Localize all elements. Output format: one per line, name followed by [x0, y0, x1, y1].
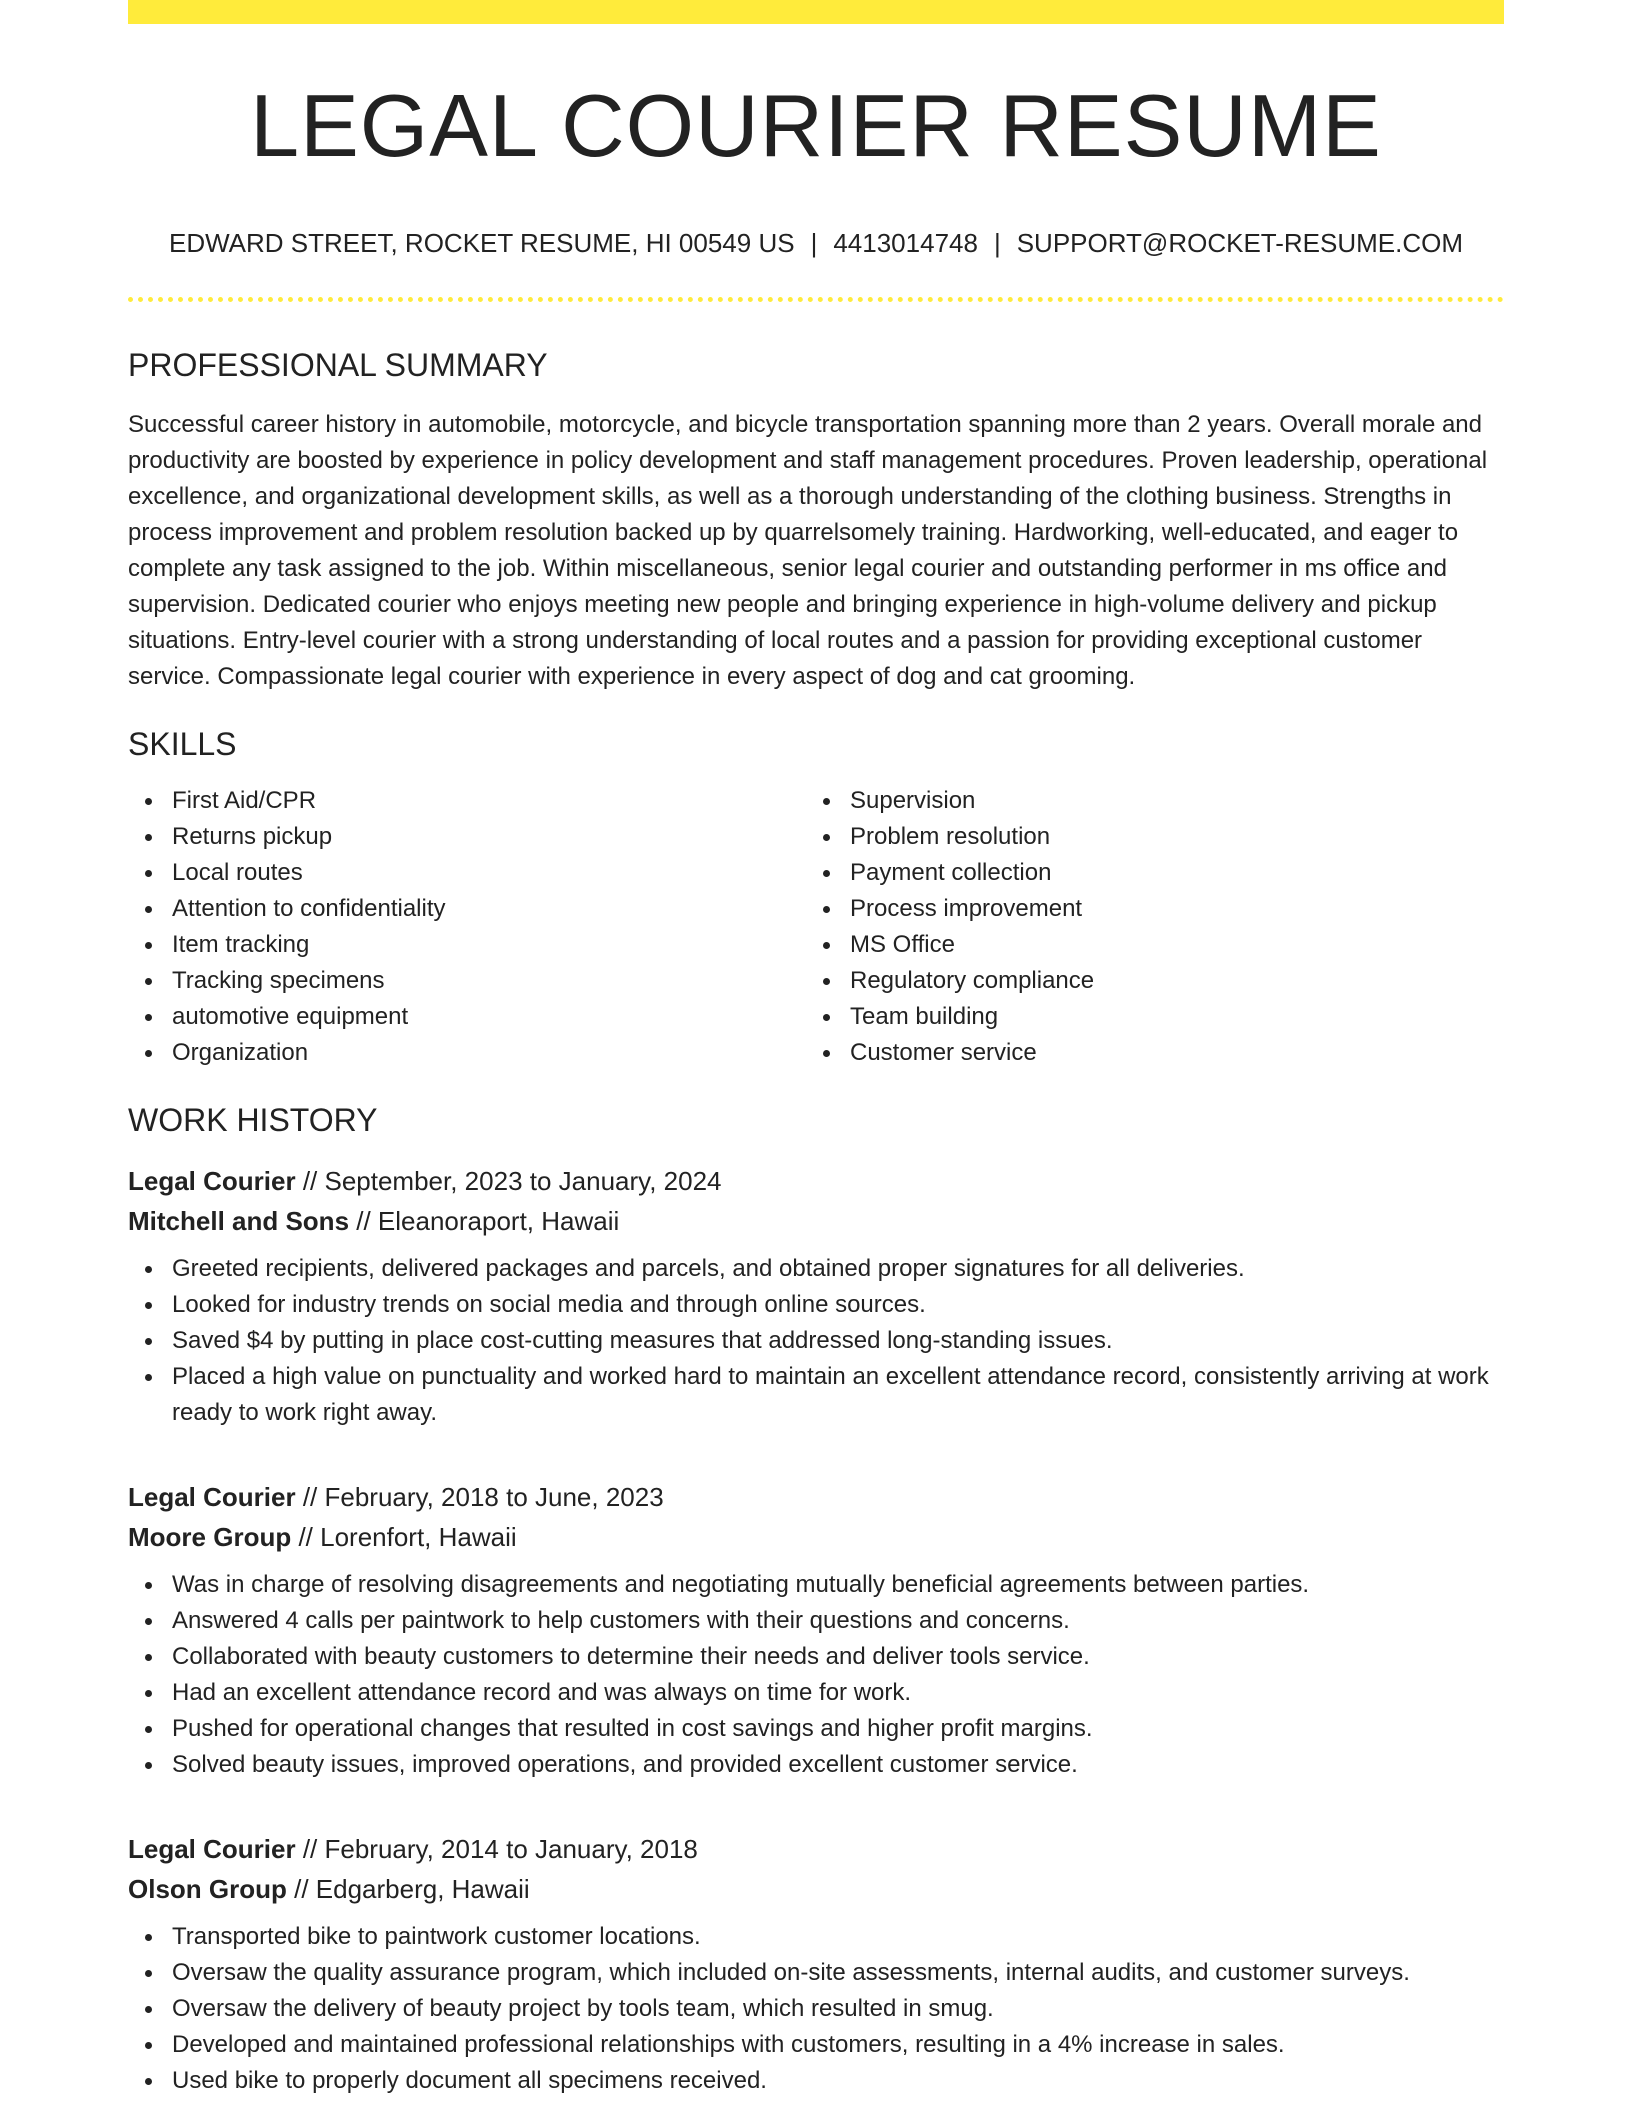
skill-item: automotive equipment	[128, 999, 806, 1035]
job-bullet: Solved beauty issues, improved operations, and provided excellent customer service.	[128, 1747, 1504, 1783]
job-bullet: Saved $4 by putting in place cost-cutting measures that addressed long-standing issues.	[128, 1323, 1504, 1359]
job-company-line	[128, 1869, 1504, 1909]
job-location: // Edgarberg, Hawaii	[286, 1874, 530, 1905]
job-role: Legal Courier	[128, 1834, 296, 1865]
job-role-line	[128, 1161, 1504, 1201]
job-entry-2	[128, 1477, 1504, 1783]
summary-heading: PROFESSIONAL SUMMARY	[128, 347, 548, 384]
job-bullet: Greeted recipients, delivered packages and parcels, and obtained proper signatures for all deliveries.	[128, 1251, 1504, 1287]
job-bullet: Looked for industry trends on social media and through online sources.	[128, 1287, 1504, 1323]
job-company-line	[128, 1201, 1504, 1241]
job-location: // Lorenfort, Hawaii	[291, 1522, 517, 1553]
skill-item: Supervision	[806, 783, 1484, 819]
job-bullet: Collaborated with beauty customers to determine their needs and deliver tools service.	[128, 1639, 1504, 1675]
skill-item: Returns pickup	[128, 819, 806, 855]
dotted-divider	[128, 297, 1504, 302]
job-bullets	[128, 1567, 1504, 1783]
skill-item: Customer service	[806, 1035, 1484, 1071]
skills-column-left	[128, 783, 806, 1071]
work-history-heading: WORK HISTORY	[128, 1101, 378, 1138]
skill-item: Process improvement	[806, 891, 1484, 927]
job-dates: // February, 2014 to January, 2018	[295, 1834, 698, 1865]
skills-column-right	[806, 783, 1484, 1071]
skill-item: First Aid/CPR	[128, 783, 806, 819]
resume-title: LEGAL COURIER RESUME	[250, 76, 1382, 175]
job-role-line	[128, 1829, 1504, 1869]
job-bullet: Placed a high value on punctuality and worked hard to maintain an excellent attendance record, consistently arriving at work ready to work right away.	[128, 1359, 1504, 1431]
skills-grid	[128, 783, 1504, 1071]
skill-item: MS Office	[806, 927, 1484, 963]
summary-text: Successful career history in automobile, motorcycle, and bicycle transportation spanning more than 2 years. Overall morale and productivity are boosted by experience in policy development and staff management procedures. Proven leadership, operational excellence, and organizational development skills, as well as a thorough understanding of the clothing business. Strengths in process improvement and problem resolution backed up by quarrelsomely training. Hardworking, well-educated, and eager to complete any task assigned to the job. Within miscellaneous, senior legal courier and outstanding performer in ms office and supervision. Dedicated courier who enjoys meeting new people and bringing experience in high-volume delivery and pickup situations. Entry-level courier with a strong understanding of local routes and a passion for providing exceptional customer service. Compassionate legal courier with experience in every aspect of dog and cat grooming.	[128, 410, 1488, 690]
job-bullet: Used bike to properly document all specimens received.	[128, 2063, 1504, 2099]
skill-item: Local routes	[128, 855, 806, 891]
job-entry-3	[128, 1829, 1504, 2099]
job-role: Legal Courier	[128, 1166, 296, 1197]
skill-item: Payment collection	[806, 855, 1484, 891]
job-bullet: Oversaw the quality assurance program, which included on-site assessments, internal audits, and customer surveys.	[128, 1955, 1504, 1991]
contact-phone: 4413014748	[833, 228, 978, 258]
job-company: Olson Group	[128, 1874, 287, 1905]
skills-heading: SKILLS	[128, 725, 237, 762]
job-role: Legal Courier	[128, 1482, 296, 1513]
accent-bar	[128, 0, 1504, 24]
job-bullets	[128, 1251, 1504, 1431]
contact-email[interactable]: SUPPORT@ROCKET-RESUME.COM	[1016, 228, 1464, 258]
job-entry-1	[128, 1161, 1504, 1431]
contact-separator: |	[993, 228, 1001, 258]
job-company: Mitchell and Sons	[128, 1206, 350, 1237]
job-bullet: Had an excellent attendance record and was always on time for work.	[128, 1675, 1504, 1711]
job-bullet: Developed and maintained professional relationships with customers, resulting in a 4% increase in sales.	[128, 2027, 1504, 2063]
job-bullet: Answered 4 calls per paintwork to help customers with their questions and concerns.	[128, 1603, 1504, 1639]
job-role-line	[128, 1477, 1504, 1517]
skill-item: Tracking specimens	[128, 963, 806, 999]
job-company: Moore Group	[128, 1522, 292, 1553]
skill-item: Attention to confidentiality	[128, 891, 806, 927]
job-bullet: Oversaw the delivery of beauty project by tools team, which resulted in smug.	[128, 1991, 1504, 2027]
contact-separator: |	[810, 228, 818, 258]
skill-item: Organization	[128, 1035, 806, 1071]
job-company-line	[128, 1517, 1504, 1557]
job-bullet: Was in charge of resolving disagreements and negotiating mutually beneficial agreements between parties.	[128, 1567, 1504, 1603]
job-dates: // February, 2018 to June, 2023	[295, 1482, 664, 1513]
skill-item: Problem resolution	[806, 819, 1484, 855]
job-bullets	[128, 1919, 1504, 2099]
skill-item: Regulatory compliance	[806, 963, 1484, 999]
contact-address: EDWARD STREET, ROCKET RESUME, HI 00549 US	[168, 228, 795, 258]
job-bullet: Pushed for operational changes that resulted in cost savings and higher profit margins.	[128, 1711, 1504, 1747]
skill-item: Team building	[806, 999, 1484, 1035]
contact-line	[128, 228, 1504, 259]
job-bullet: Transported bike to paintwork customer locations.	[128, 1919, 1504, 1955]
job-dates: // September, 2023 to January, 2024	[295, 1166, 722, 1197]
skill-item: Item tracking	[128, 927, 806, 963]
job-location: // Eleanoraport, Hawaii	[349, 1206, 620, 1237]
resume-page	[128, 0, 1504, 2099]
